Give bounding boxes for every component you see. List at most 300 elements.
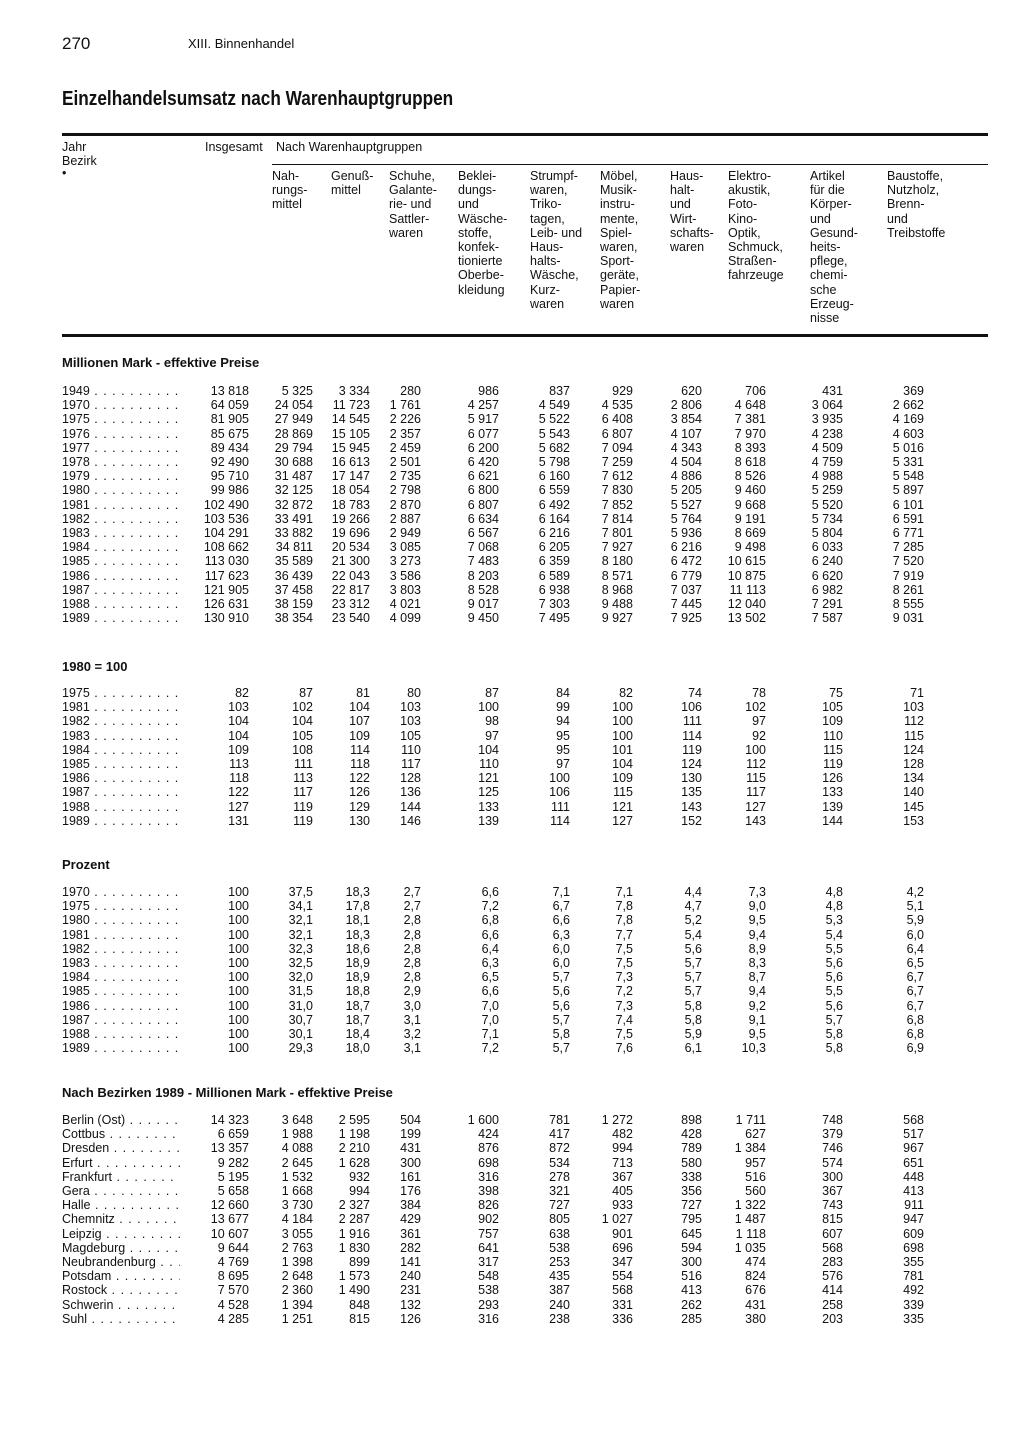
row-label: Erfurt . . . — [62, 1156, 180, 1170]
table-cell: 967 — [903, 1141, 924, 1156]
table-cell: 8 526 — [734, 469, 766, 484]
table-cell: 14 545 — [331, 412, 370, 427]
table-cell: 119 — [682, 742, 702, 757]
table-cell: 108 — [292, 742, 313, 757]
table-cell: 1 628 — [338, 1155, 370, 1170]
table-cell: 994 — [349, 1184, 370, 1198]
table-cell: 5,7 — [684, 956, 702, 970]
table-cell: 103 — [228, 700, 249, 715]
table-cell: 781 — [549, 1113, 570, 1127]
table-cell: 104 — [478, 742, 499, 757]
col-header-5: Strumpf- waren, Triko- tagen, Leib- und Haus- halts- Wäsche, Kurz- waren — [530, 169, 583, 311]
table-cell: 6 800 — [467, 483, 499, 498]
table-cell: 1 830 — [338, 1240, 370, 1255]
table-cell: 2,8 — [403, 913, 421, 928]
table-cell: 534 — [549, 1155, 570, 1170]
table-cell: 38 159 — [274, 597, 313, 611]
row-label: 1981 . . . — [62, 928, 180, 942]
table-cell: 34 811 — [275, 540, 313, 555]
table-cell: 102 — [292, 700, 313, 715]
table-cell: 87 — [299, 686, 313, 700]
table-cell: 5,5 — [825, 941, 843, 956]
table-cell: 9 282 — [217, 1155, 249, 1170]
table-cell: 9 644 — [217, 1240, 249, 1255]
table-cell: 641 — [478, 1240, 499, 1255]
table-cell: 5,8 — [684, 1012, 702, 1027]
table-cell: 474 — [745, 1255, 766, 1269]
table-cell: 6 589 — [538, 568, 570, 583]
table-cell: 24 054 — [274, 398, 313, 413]
table-cell: 3 730 — [281, 1198, 313, 1213]
table-cell: 30,1 — [288, 1027, 313, 1041]
table-cell: 7 587 — [811, 611, 843, 626]
table-cell: 6,5 — [481, 970, 499, 985]
table-cell: 2 501 — [389, 455, 421, 469]
table-cell: 4 504 — [670, 455, 702, 469]
table-cell: 6,7 — [906, 970, 924, 985]
row-label: Leipzig . . . — [62, 1227, 180, 1241]
table-cell: 7 445 — [670, 597, 702, 611]
table-cell: 380 — [745, 1311, 766, 1326]
table-cell: 7,6 — [615, 1041, 633, 1056]
table-cell: 278 — [549, 1169, 570, 1184]
table-row — [0, 1156, 1024, 1170]
table-cell: 607 — [822, 1226, 843, 1241]
table-cell: 33 882 — [274, 526, 313, 540]
table-cell: 81 — [356, 686, 370, 700]
table-cell: 2 949 — [389, 526, 421, 540]
table-row — [0, 583, 1024, 597]
table-cell: 448 — [903, 1169, 924, 1184]
col-header-3: Schuhe, Galante- rie- und Sattler- waren — [389, 169, 437, 240]
row-label: Cottbus . . . — [62, 1127, 180, 1141]
table-cell: 7,8 — [615, 913, 633, 928]
table-cell: 706 — [745, 384, 766, 398]
table-cell: 18 054 — [331, 483, 370, 498]
table-cell: 2 645 — [281, 1155, 313, 1170]
table-cell: 117 — [746, 785, 766, 800]
table-cell: 105 — [400, 728, 421, 743]
table-row — [0, 1170, 1024, 1184]
table-cell: 7 919 — [892, 568, 924, 583]
table-cell: 1 600 — [467, 1113, 499, 1127]
table-cell: 6,3 — [481, 956, 499, 970]
table-cell: 6,7 — [906, 998, 924, 1013]
table-cell: 85 675 — [210, 426, 249, 441]
table-row — [0, 714, 1024, 728]
table-cell: 7 801 — [601, 526, 633, 540]
table-cell: 2 327 — [338, 1198, 370, 1213]
table-cell: 355 — [903, 1255, 924, 1269]
table-cell: 8,3 — [748, 956, 766, 970]
table-cell: 128 — [903, 757, 924, 771]
table-cell: 4 528 — [217, 1297, 249, 1312]
table-cell: 2,8 — [403, 927, 421, 942]
table-cell: 6,4 — [906, 941, 924, 956]
table-cell: 651 — [903, 1155, 924, 1170]
table-cell: 106 — [681, 700, 702, 715]
table-cell: 9,1 — [748, 1012, 766, 1027]
table-cell: 253 — [549, 1255, 570, 1269]
table-cell: 6 101 — [892, 497, 924, 512]
table-cell: 282 — [400, 1240, 421, 1255]
table-cell: 435 — [549, 1269, 570, 1284]
table-cell: 429 — [400, 1212, 421, 1227]
table-cell: 13 818 — [210, 384, 249, 398]
table-cell: 2 210 — [338, 1141, 370, 1156]
table-cell: 1 490 — [338, 1283, 370, 1298]
table-row — [0, 1198, 1024, 1212]
col-header-2: Genuß- mittel — [331, 169, 374, 198]
table-cell: 698 — [478, 1155, 499, 1170]
table-cell: 9 017 — [467, 597, 499, 611]
table-cell: 3,0 — [403, 998, 421, 1013]
table-row — [0, 1184, 1024, 1198]
table-cell: 6 771 — [892, 526, 924, 540]
table-cell: 102 — [745, 700, 766, 715]
section-title: 1980 = 100 — [62, 659, 128, 674]
table-row — [0, 771, 1024, 785]
row-label: Gera . . . — [62, 1184, 180, 1198]
table-cell: 5,7 — [552, 970, 570, 985]
table-cell: 121 905 — [203, 582, 249, 597]
table-cell: 957 — [745, 1155, 766, 1170]
table-cell: 5,7 — [684, 984, 702, 999]
table-row — [0, 384, 1024, 398]
table-cell: 9 668 — [734, 497, 766, 512]
table-cell: 74 — [688, 686, 702, 700]
table-cell: 6,8 — [906, 1027, 924, 1041]
table-cell: 2 887 — [389, 511, 421, 526]
table-cell: 103 — [400, 700, 421, 715]
table-cell: 638 — [549, 1226, 570, 1241]
table-cell: 34,1 — [288, 899, 313, 914]
stub-marker: • — [62, 166, 67, 180]
table-cell: 7,8 — [615, 899, 633, 914]
table-cell: 2 806 — [670, 398, 702, 413]
table-cell: 2,7 — [403, 885, 421, 899]
table-cell: 2,9 — [403, 984, 421, 999]
table-cell: 118 — [350, 757, 370, 771]
table-cell: 6 359 — [538, 554, 570, 569]
table-cell: 17,8 — [345, 899, 370, 914]
col-header-8: Elektro- akustik, Foto- Kino- Optik, Schmuck, Straßen- fahrzeuge — [728, 169, 784, 283]
table-cell: 143 — [745, 813, 766, 828]
table-cell: 5 764 — [670, 511, 702, 526]
total-header: Insgesamt — [205, 140, 263, 154]
table-cell: 7 927 — [601, 540, 633, 555]
table-cell: 4,8 — [825, 885, 843, 899]
table-cell: 122 — [349, 771, 370, 786]
row-label: Halle . . . — [62, 1198, 180, 1212]
row-label: 1986 . . . — [62, 771, 180, 785]
page-number: 270 — [62, 34, 91, 53]
table-cell: 104 — [228, 714, 249, 729]
table-cell: 645 — [681, 1226, 702, 1241]
table-cell: 824 — [745, 1269, 766, 1284]
table-cell: 238 — [549, 1311, 570, 1326]
table-row — [0, 1013, 1024, 1027]
row-label: 1975 . . . — [62, 412, 180, 426]
table-cell: 71 — [910, 686, 924, 700]
table-cell: 3 273 — [389, 554, 421, 569]
table-cell: 2 735 — [389, 469, 421, 484]
table-cell: 7 814 — [601, 511, 633, 526]
table-cell: 1 988 — [281, 1127, 313, 1142]
table-cell: 837 — [549, 384, 570, 398]
table-cell: 5,8 — [552, 1027, 570, 1041]
table-cell: 8 695 — [217, 1269, 249, 1284]
table-cell: 676 — [745, 1283, 766, 1298]
table-cell: 748 — [822, 1113, 843, 1127]
table-cell: 696 — [612, 1240, 633, 1255]
table-cell: 135 — [681, 785, 702, 800]
table-cell: 5 331 — [892, 455, 924, 469]
table-cell: 100 — [228, 984, 249, 999]
table-cell: 3,2 — [403, 1027, 421, 1041]
table-cell: 2,8 — [403, 941, 421, 956]
row-label: 1976 . . . — [62, 427, 180, 441]
table-cell: 7,5 — [615, 941, 633, 956]
row-label: 1982 . . . — [62, 512, 180, 526]
table-cell: 7,2 — [481, 1041, 499, 1056]
table-cell: 64 059 — [210, 398, 249, 413]
table-cell: 5 543 — [538, 426, 570, 441]
table-cell: 37,5 — [288, 885, 313, 899]
table-cell: 300 — [681, 1255, 702, 1269]
table-cell: 18,4 — [345, 1027, 370, 1041]
table-cell: 7,3 — [615, 998, 633, 1013]
table-row — [0, 785, 1024, 799]
header-bottom-rule — [62, 334, 988, 337]
table-cell: 161 — [400, 1169, 421, 1184]
table-cell: 5,7 — [552, 1041, 570, 1056]
table-cell: 331 — [612, 1297, 633, 1312]
table-cell: 2 459 — [389, 440, 421, 455]
table-cell: 129 — [349, 799, 370, 814]
table-row — [0, 885, 1024, 899]
table-cell: 7,3 — [748, 885, 766, 899]
table-cell: 18,0 — [345, 1041, 370, 1056]
table-cell: 2 763 — [281, 1240, 313, 1255]
table-cell: 18,9 — [345, 970, 370, 985]
table-cell: 6,5 — [906, 956, 924, 970]
table-cell: 986 — [478, 384, 499, 398]
table-cell: 6 982 — [811, 582, 843, 597]
table-cell: 4 988 — [811, 469, 843, 484]
table-cell: 1 487 — [734, 1212, 766, 1227]
table-cell: 6,8 — [481, 913, 499, 928]
table-cell: 933 — [612, 1198, 633, 1213]
table-row — [0, 814, 1024, 828]
table-cell: 115 — [613, 785, 633, 800]
table-row — [0, 700, 1024, 714]
table-cell: 2 287 — [338, 1212, 370, 1227]
table-cell: 417 — [549, 1127, 570, 1142]
table-cell: 5,7 — [825, 1012, 843, 1027]
table-cell: 111 — [293, 757, 313, 771]
table-cell: 285 — [681, 1311, 702, 1326]
table-cell: 104 — [349, 700, 370, 715]
table-cell: 367 — [822, 1184, 843, 1198]
table-cell: 98 — [485, 714, 499, 729]
table-row — [0, 1141, 1024, 1155]
table-row — [0, 469, 1024, 483]
table-cell: 2 798 — [389, 483, 421, 498]
group-rule — [272, 164, 988, 165]
table-cell: 117 623 — [204, 568, 249, 583]
table-cell: 317 — [478, 1255, 499, 1269]
col-header-6: Möbel, Musik- instru- mente, Spiel- waren, Sport- geräte, Papier- waren — [600, 169, 641, 311]
row-label: 1984 . . . — [62, 743, 180, 757]
table-cell: 4 184 — [281, 1212, 313, 1227]
table-cell: 7 068 — [467, 540, 499, 555]
table-cell: 115 — [904, 728, 924, 743]
table-cell: 361 — [400, 1226, 421, 1241]
table-cell: 100 — [228, 956, 249, 970]
table-cell: 28 869 — [274, 426, 313, 441]
table-cell: 6,6 — [481, 885, 499, 899]
table-cell: 121 — [478, 771, 499, 786]
row-label: 1989 . . . — [62, 814, 180, 828]
table-cell: 713 — [612, 1155, 633, 1170]
table-cell: 18,9 — [345, 956, 370, 970]
table-cell: 95 — [556, 742, 570, 757]
table-cell: 994 — [612, 1141, 633, 1156]
table-cell: 727 — [681, 1198, 702, 1213]
table-cell: 101 — [612, 742, 633, 757]
table-cell: 8 669 — [734, 526, 766, 540]
table-cell: 5,2 — [684, 913, 702, 928]
table-cell: 108 662 — [203, 540, 249, 555]
table-cell: 576 — [822, 1269, 843, 1284]
table-row — [0, 1312, 1024, 1326]
table-cell: 92 490 — [210, 455, 249, 469]
table-cell: 32,3 — [288, 941, 313, 956]
table-cell: 316 — [478, 1169, 499, 1184]
table-cell: 280 — [400, 384, 421, 398]
table-cell: 5 897 — [892, 483, 924, 498]
row-label: Schwerin . . . — [62, 1298, 180, 1312]
table-cell: 12 040 — [727, 597, 766, 611]
table-cell: 5,6 — [552, 984, 570, 999]
table-cell: 4 099 — [389, 611, 421, 626]
table-row — [0, 554, 1024, 568]
table-cell: 100 — [228, 885, 249, 899]
table-cell: 3 935 — [811, 412, 843, 427]
table-cell: 110 — [823, 728, 843, 743]
table-cell: 1 398 — [281, 1255, 313, 1269]
table-row — [0, 1127, 1024, 1141]
table-cell: 7,4 — [615, 1012, 633, 1027]
table-cell: 4 285 — [217, 1311, 249, 1326]
table-cell: 153 — [903, 813, 924, 828]
table-cell: 3 586 — [389, 568, 421, 583]
table-cell: 124 — [681, 757, 702, 771]
row-label: 1983 . . . — [62, 729, 180, 743]
row-label: 1979 . . . — [62, 469, 180, 483]
table-cell: 92 — [752, 728, 766, 743]
row-label: 1985 . . . — [62, 554, 180, 568]
table-cell: 10 607 — [210, 1226, 249, 1241]
table-cell: 105 — [292, 728, 313, 743]
table-cell: 5 325 — [281, 384, 313, 398]
table-row — [0, 757, 1024, 771]
table-cell: 113 030 — [204, 554, 249, 569]
table-cell: 136 — [400, 785, 421, 800]
table-cell: 100 — [228, 913, 249, 928]
table-row — [0, 597, 1024, 611]
table-cell: 8 618 — [734, 455, 766, 469]
table-cell: 103 — [400, 714, 421, 729]
table-cell: 2,7 — [403, 899, 421, 914]
row-label: Magdeburg . . . — [62, 1241, 180, 1255]
table-cell: 240 — [400, 1269, 421, 1284]
table-cell: 321 — [549, 1184, 570, 1198]
table-cell: 5,7 — [684, 970, 702, 985]
table-cell: 32 872 — [274, 497, 313, 512]
table-cell: 8,9 — [748, 941, 766, 956]
table-cell: 413 — [903, 1184, 924, 1198]
table-cell: 84 — [556, 686, 570, 700]
table-cell: 15 105 — [331, 426, 370, 441]
table-cell: 100 — [228, 1012, 249, 1027]
table-cell: 5,6 — [825, 998, 843, 1013]
row-label: 1982 . . . — [62, 942, 180, 956]
table-cell: 339 — [903, 1297, 924, 1312]
table-cell: 568 — [612, 1283, 633, 1298]
row-label: Potsdam . . . — [62, 1269, 180, 1283]
table-cell: 6 205 — [538, 540, 570, 555]
table-cell: 5 658 — [217, 1184, 249, 1198]
table-cell: 594 — [681, 1240, 702, 1255]
row-label: Neubrandenburg . . . — [62, 1255, 180, 1269]
table-row — [0, 1255, 1024, 1269]
table-cell: 283 — [822, 1255, 843, 1269]
table-cell: 22 043 — [331, 568, 370, 583]
table-cell: 144 — [822, 813, 843, 828]
table-cell: 9,4 — [748, 984, 766, 999]
table-cell: 36 439 — [274, 568, 313, 583]
table-cell: 5,5 — [825, 984, 843, 999]
table-cell: 5 195 — [217, 1169, 249, 1184]
table-row — [0, 800, 1024, 814]
table-cell: 1 668 — [281, 1184, 313, 1198]
table-cell: 6 591 — [892, 511, 924, 526]
table-row — [0, 1298, 1024, 1312]
row-label: 1978 . . . — [62, 455, 180, 469]
table-cell: 6 559 — [538, 483, 570, 498]
table-cell: 293 — [478, 1297, 499, 1312]
table-cell: 379 — [822, 1127, 843, 1142]
table-cell: 848 — [349, 1297, 370, 1312]
table-cell: 5 917 — [467, 412, 499, 427]
table-cell: 405 — [612, 1184, 633, 1198]
table-cell: 18,3 — [345, 927, 370, 942]
table-cell: 1 118 — [735, 1226, 766, 1241]
page-title: Einzelhandelsumsatz nach Warenhauptgruppen — [62, 88, 454, 110]
table-cell: 6,0 — [906, 927, 924, 942]
table-row — [0, 498, 1024, 512]
table-cell: 6,6 — [552, 913, 570, 928]
table-cell: 560 — [745, 1184, 766, 1198]
table-cell: 3 064 — [811, 398, 843, 413]
table-cell: 4 648 — [734, 398, 766, 413]
table-cell: 5,6 — [552, 998, 570, 1013]
table-cell: 826 — [478, 1198, 499, 1213]
table-cell: 6,0 — [552, 956, 570, 970]
table-cell: 7 094 — [601, 440, 633, 455]
